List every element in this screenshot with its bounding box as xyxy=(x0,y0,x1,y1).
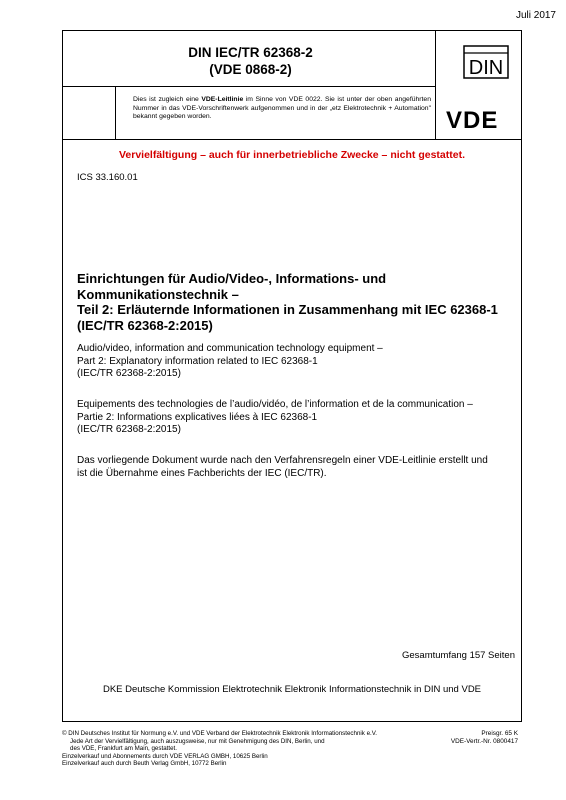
title-english: Audio/video, information and communication technology equipment – Part 2: Explanatory information related to IEC 62368-1 (IEC/TR 62368-2:2015) xyxy=(77,343,383,379)
divider-note-left xyxy=(115,86,116,139)
divider-header xyxy=(63,139,521,140)
document-notice: Das vorliegende Dokument wurde nach den Verfahrensregeln einer VDE-Leitlinie erstellt und ist die Übernahme eines Fachberichts der IEC (IEC/TR). xyxy=(77,455,488,479)
footer xyxy=(62,730,518,768)
publication-date: Juli 2017 xyxy=(515,10,556,21)
vde-guideline-note: Dies ist zugleich eine VDE-Leitlinie im Sinne von VDE 0022. Sie ist unter der oben angeführten Nummer in das VDE-Vorschriftenwerk aufgenommen und in der „etz Elektrotechnik + Automation" bekannt gegeben worden. xyxy=(133,96,431,120)
copyright-notice: © DIN Deutsches Institut für Normung e.V. und VDE Verband der Elektrotechnik Elektronik Informationstechnik e.V. Jede Art der Vervielfältigung, auch auszugsweise, nur mit Genehmigung des DIN, Berlin, und des VDE, Frankfurt am Main, gestattet. xyxy=(62,730,378,753)
dke-line: DKE Deutsche Kommission Elektrotechnik Elektronik Informationstechnik in DIN und VDE xyxy=(102,684,482,695)
total-pages: Gesamtumfang 157 Seiten xyxy=(401,650,515,661)
price-info: Preisgr. 65 K VDE-Vertr.-Nr. 0800417 xyxy=(450,730,518,745)
divider-title xyxy=(63,86,435,87)
din-logo-icon xyxy=(463,45,509,79)
copy-warning: Vervielfältigung – auch für innerbetriebliche Zwecke – nicht gestattet. xyxy=(118,149,465,161)
vde-logo: VDE xyxy=(446,107,499,134)
title-french: Equipements des technologies de l’audio/vidéo, de l’information et de la communication – Partie 2: Informations explicatives liées à IEC 62368-1 (IEC/TR 62368-2:2015) xyxy=(77,399,473,435)
document-frame xyxy=(62,30,522,722)
sales-info: Einzelverkauf und Abonnements durch VDE VERLAG GMBH, 10625 Berlin Einzelverkauf auch durch Beuth Verlag GmbH, 10772 Berlin xyxy=(62,752,268,768)
standard-number: DIN IEC/TR 62368-2 xyxy=(188,45,313,60)
svg-text:DIN: DIN xyxy=(468,57,504,79)
ics-code: ICS 33.160.01 xyxy=(77,172,138,183)
title-german: Einrichtungen für Audio/Video-, Informations- und Kommunikationstechnik – Teil 2: Erläuternde Informationen in Zusammenhang mit IEC 62368-1 (IEC/TR 62368-2:2015) xyxy=(77,271,498,333)
vde-classification: (VDE 0868-2) xyxy=(209,62,292,77)
